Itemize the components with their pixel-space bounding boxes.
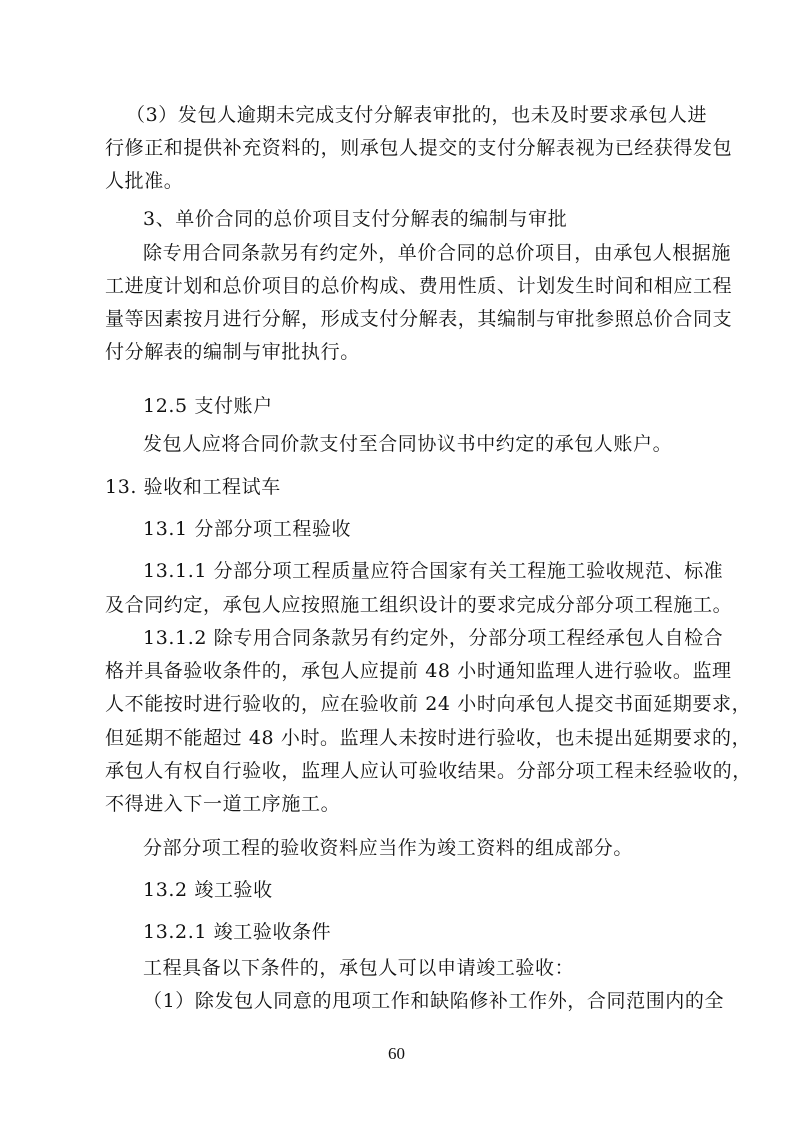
paragraph-line: 付分解表的编制与审批执行。 (105, 341, 360, 363)
paragraph-line: 但延期不能超过 48 小时。监理人未按时进行验收，也未提出延期要求的， (105, 727, 752, 749)
paragraph-line: 工进度计划和总价项目的总价构成、费用性质、计划发生时间和相应工程 (105, 275, 733, 297)
paragraph-line: 承包人有权自行验收，监理人应认可验收结果。分部分项工程未经验收的， (105, 760, 752, 782)
paragraph-line: 及合同约定，承包人应按照施工组织设计的要求完成分部分项工程施工。 (105, 594, 733, 616)
section-heading: 13. 验收和工程试车 (105, 476, 281, 498)
paragraph-line: 行修正和提供补充资料的，则承包人提交的支付分解表视为已经获得发包 (105, 137, 733, 159)
section-heading: 3、单价合同的总价项目支付分解表的编制与审批 (143, 208, 568, 230)
paragraph-line: 13.1.1 分部分项工程质量应符合国家有关工程施工验收规范、标准 (143, 560, 724, 582)
section-heading: 13.2.1 竣工验收条件 (143, 921, 332, 943)
paragraph-line: 人批准。 (105, 170, 184, 192)
paragraph-line: （3）发包人逾期未完成支付分解表审批的，也未及时要求承包人进 (126, 104, 708, 126)
section-heading: 13.1 分部分项工程验收 (143, 518, 352, 540)
paragraph-line: 人不能按时进行验收的，应在验收前 24 小时向承包人提交书面延期要求， (105, 693, 752, 715)
paragraph-line: 13.1.2 除专用合同条款另有约定外，分部分项工程经承包人自检合 (143, 627, 724, 649)
paragraph-line: 发包人应将合同价款支付至合同协议书中约定的承包人账户。 (143, 433, 673, 455)
paragraph-line: 不得进入下一道工序施工。 (105, 793, 341, 815)
section-heading: 12.5 支付账户 (143, 395, 273, 417)
paragraph-line: 除专用合同条款另有约定外，单价合同的总价项目，由承包人根据施 (143, 242, 732, 264)
paragraph-line: （1）除发包人同意的甩项工作和缺陷修补工作外，合同范围内的全 (143, 990, 725, 1012)
paragraph-line: 工程具备以下条件的，承包人可以申请竣工验收： (143, 957, 575, 979)
paragraph-line: 分部分项工程的验收资料应当作为竣工资料的组成部分。 (143, 837, 634, 859)
page-number: 60 (388, 1044, 405, 1063)
section-heading: 13.2 竣工验收 (143, 879, 273, 901)
paragraph-line: 量等因素按月进行分解，形成支付分解表，其编制与审批参照总价合同支 (105, 308, 733, 330)
paragraph-line: 格并具备验收条件的，承包人应提前 48 小时通知监理人进行验收。监理 (105, 660, 732, 682)
